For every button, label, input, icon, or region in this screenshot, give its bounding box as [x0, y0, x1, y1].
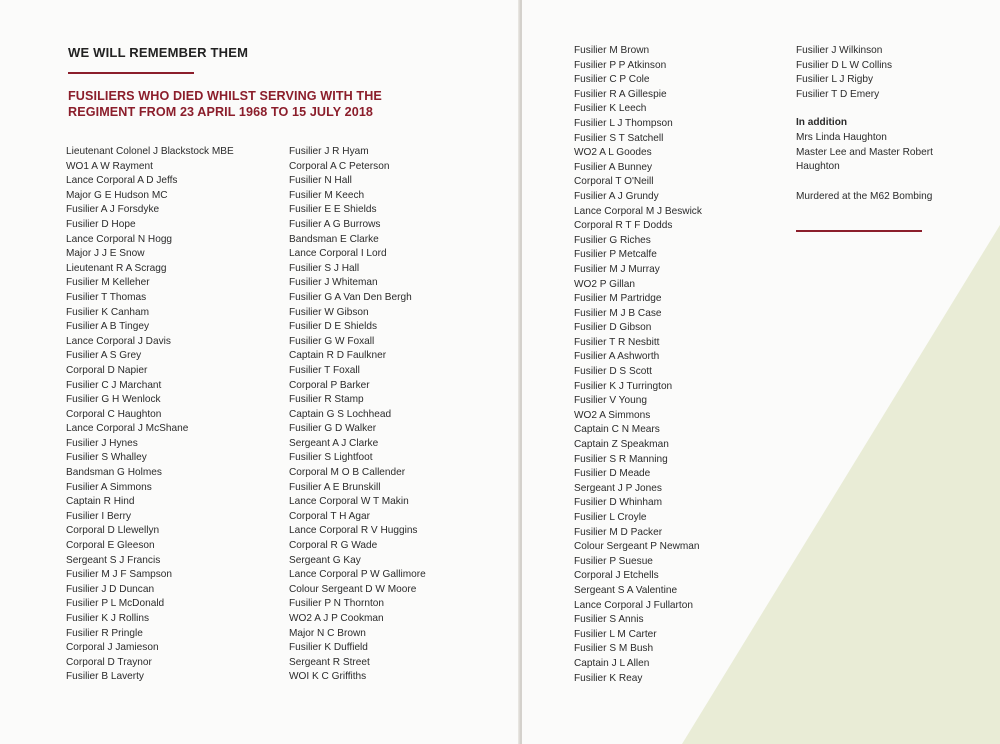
name-entry: Sergeant R Street: [289, 656, 370, 668]
heading-rule: [68, 72, 194, 74]
name-entry: Fusilier S R Manning: [574, 453, 668, 465]
name-entry: Lieutenant Colonel J Blackstock MBE: [66, 146, 234, 157]
name-entry: Fusilier S Whalley: [66, 452, 147, 464]
name-entry: Fusilier K J Rollins: [66, 613, 150, 624]
name-entry: Corporal E Gleeson: [66, 540, 155, 552]
name-entry: Corporal C Haughton: [66, 408, 162, 420]
name-entry: Fusilier K Canham: [66, 306, 150, 318]
addition-line-1: Mrs Linda Haughton: [796, 132, 887, 143]
name-entry: Fusilier T D Emery: [796, 88, 880, 100]
name-entry: Fusilier R Pringle: [66, 627, 143, 639]
addition-line-3: Haughton: [796, 161, 840, 172]
name-entry: Fusilier S T Satchell: [574, 132, 664, 144]
name-entry: Fusilier S Annis: [574, 614, 644, 626]
name-entry: Fusilier P N Thornton: [289, 598, 384, 610]
name-entry: Fusilier W Gibson: [289, 306, 369, 318]
name-entry: Corporal R T F Dodds: [574, 220, 673, 232]
name-entry: Lance Corporal J McShane: [66, 423, 189, 435]
names-column-3: [574, 44, 702, 686]
name-entry: Sergeant S A Valentine: [574, 584, 678, 596]
name-entry: Lieutenant R A Scragg: [66, 262, 167, 274]
name-entry: Fusilier G A Van Den Bergh: [289, 291, 412, 303]
name-entry: Fusilier C P Cole: [574, 74, 650, 86]
name-entry: Corporal T O'Neill: [574, 176, 654, 188]
name-entry: Corporal M O B Callender: [289, 467, 406, 479]
name-entry: Fusilier D Gibson: [574, 322, 652, 334]
name-entry: Fusilier P Metcalfe: [574, 249, 657, 261]
name-entry: Lance Corporal A D Jeffs: [66, 175, 178, 187]
name-entry: Lance Corporal N Hogg: [66, 233, 173, 245]
addition-line-2: Master Lee and Master Robert: [796, 146, 933, 158]
name-entry: Fusilier T R Nesbitt: [574, 336, 660, 348]
name-entry: Fusilier A Ashworth: [574, 351, 660, 363]
name-entry: Captain Z Speakman: [574, 439, 669, 451]
name-entry: Fusilier S M Bush: [574, 643, 654, 655]
name-entry: Corporal A C Peterson: [289, 160, 390, 172]
name-entry: WOI K C Griffiths: [289, 671, 367, 683]
name-entry: Fusilier E E Shields: [289, 204, 377, 216]
name-entry: Fusilier M J B Case: [574, 307, 662, 319]
name-entry: Fusilier A G Burrows: [289, 218, 381, 230]
name-entry: Fusilier J R Hyam: [289, 146, 369, 157]
name-entry: Fusilier P P Atkinson: [574, 59, 667, 71]
name-entry: Fusilier J D Duncan: [66, 583, 155, 595]
name-entry: Fusilier S Lightfoot: [289, 452, 373, 464]
name-entry: Fusilier M Brown: [574, 45, 650, 56]
name-entry: Fusilier K Reay: [574, 672, 643, 684]
name-entry: Captain C N Mears: [574, 424, 660, 436]
name-entry: Fusilier N Hall: [289, 175, 352, 187]
name-entry: Fusilier A Bunney: [574, 161, 652, 173]
name-entry: Fusilier P Suesue: [574, 555, 653, 567]
name-entry: Corporal D Napier: [66, 364, 148, 376]
name-entry: Bandsman E Clarke: [289, 233, 379, 245]
name-entry: Sergeant A J Clarke: [289, 437, 379, 449]
name-entry: Captain G S Lochhead: [289, 408, 392, 420]
name-entry: Fusilier T Thomas: [66, 291, 147, 303]
name-entry: Fusilier G D Walker: [289, 423, 377, 435]
name-entry: Fusilier V Young: [574, 395, 647, 407]
name-entry: Fusilier L M Carter: [574, 628, 657, 640]
name-entry: Fusilier D L W Collins: [796, 59, 893, 71]
name-entry: Captain R Hind: [66, 496, 135, 508]
addition-title: In addition: [796, 117, 848, 128]
name-entry: Colour Sergeant D W Moore: [289, 583, 417, 595]
name-entry: Lance Corporal M J Beswick: [574, 205, 702, 217]
name-entry: WO2 A L Goodes: [574, 147, 652, 159]
name-entry: Fusilier B Laverty: [66, 671, 144, 683]
name-entry: Fusilier D S Scott: [574, 366, 652, 378]
right-page: [522, 0, 1000, 744]
addition-note: Murdered at the M62 Bombing: [796, 191, 933, 202]
name-entry: Lance Corporal J Fullarton: [574, 599, 693, 611]
page-heading: WE WILL REMEMBER THEM: [68, 45, 249, 60]
name-entry: Fusilier J Hynes: [66, 437, 138, 449]
name-entry: Fusilier A J Forsdyke: [66, 204, 160, 216]
name-entry: Fusilier D Meade: [574, 468, 651, 480]
name-entry: Fusilier R Stamp: [289, 394, 364, 406]
subtitle-line-2: REGIMENT FROM 23 APRIL 1968 TO 15 JULY 2018: [68, 105, 374, 119]
name-entry: Fusilier A E Brunskill: [289, 481, 381, 493]
name-entry: Lance Corporal I Lord: [289, 248, 387, 260]
name-entry: Fusilier J Wilkinson: [796, 45, 883, 56]
name-entry: Colour Sergeant P Newman: [574, 541, 700, 553]
name-entry: Fusilier I Berry: [66, 510, 132, 522]
name-entry: Lance Corporal P W Gallimore: [289, 569, 426, 581]
name-entry: Fusilier P L McDonald: [66, 598, 165, 610]
name-entry: Fusilier J Whiteman: [289, 277, 378, 289]
name-entry: Fusilier A Simmons: [66, 481, 152, 493]
name-entry: Fusilier S J Hall: [289, 262, 360, 274]
name-entry: Fusilier K Leech: [574, 103, 647, 115]
name-entry: Fusilier K J Turrington: [574, 380, 673, 392]
name-entry: Corporal P Barker: [289, 379, 370, 391]
name-entry: Lance Corporal R V Huggins: [289, 525, 418, 537]
name-entry: Fusilier D E Shields: [289, 321, 378, 333]
names-column-2: [289, 145, 426, 685]
section-subtitle: [68, 88, 488, 120]
name-entry: Corporal D Traynor: [66, 656, 152, 668]
name-entry: Sergeant G Kay: [289, 554, 361, 566]
name-entry: Fusilier R A Gillespie: [574, 88, 667, 100]
name-entry: Lance Corporal W T Makin: [289, 496, 409, 508]
name-entry: Fusilier M Keech: [289, 189, 365, 201]
name-entry: Corporal T H Agar: [289, 510, 370, 522]
name-entry: WO2 P Gillan: [574, 278, 635, 290]
name-entry: Corporal D Llewellyn: [66, 525, 160, 537]
name-entry: Fusilier G Riches: [574, 234, 651, 246]
name-entry: Corporal J Etchells: [574, 570, 659, 582]
name-entry: Bandsman G Holmes: [66, 467, 162, 479]
name-entry: Lance Corporal J Davis: [66, 335, 171, 347]
name-entry: Fusilier M J F Sampson: [66, 569, 173, 581]
name-entry: WO1 A W Rayment: [66, 160, 153, 172]
name-entry: Fusilier A J Grundy: [574, 190, 659, 202]
name-entry: Captain R D Faulkner: [289, 350, 387, 362]
name-entry: Fusilier M Kelleher: [66, 277, 150, 289]
name-entry: Major J J E Snow: [66, 248, 145, 260]
name-entry: Fusilier L J Thompson: [574, 117, 673, 129]
closing-rule: [796, 230, 922, 232]
name-entry: WO2 A Simmons: [574, 409, 651, 421]
name-entry: WO2 A J P Cookman: [289, 613, 384, 624]
name-entry: Fusilier M D Packer: [574, 526, 663, 538]
name-entry: Sergeant S J Francis: [66, 554, 161, 566]
name-entry: Fusilier D Whinham: [574, 497, 663, 509]
name-entry: Major G E Hudson MC: [66, 189, 168, 201]
name-entry: Fusilier T Foxall: [289, 364, 360, 376]
name-entry: Fusilier G W Foxall: [289, 335, 375, 347]
name-entry: Major N C Brown: [289, 627, 366, 639]
name-entry: Corporal J Jamieson: [66, 642, 159, 654]
subtitle-line-1: FUSILIERS WHO DIED WHILST SERVING WITH THE: [68, 89, 382, 103]
name-entry: Captain J L Allen: [574, 657, 650, 669]
addition-names: [796, 131, 946, 160]
name-entry: Fusilier C J Marchant: [66, 379, 162, 391]
name-entry: Fusilier D Hope: [66, 218, 136, 230]
name-entry: Fusilier M J Murray: [574, 263, 660, 275]
name-entry: Fusilier M Partridge: [574, 293, 662, 305]
name-entry: Fusilier A B Tingey: [66, 321, 150, 333]
name-entry: Fusilier K Duffield: [289, 642, 368, 654]
name-entry: Fusilier A S Grey: [66, 350, 142, 362]
name-entry: Sergeant J P Jones: [574, 482, 662, 494]
name-entry: Fusilier L J Rigby: [796, 74, 874, 86]
names-column-4: [796, 44, 892, 102]
names-column-1: [66, 145, 234, 685]
name-entry: Corporal R G Wade: [289, 540, 378, 552]
name-entry: Fusilier L Croyle: [574, 512, 647, 523]
name-entry: Fusilier G H Wenlock: [66, 394, 161, 406]
